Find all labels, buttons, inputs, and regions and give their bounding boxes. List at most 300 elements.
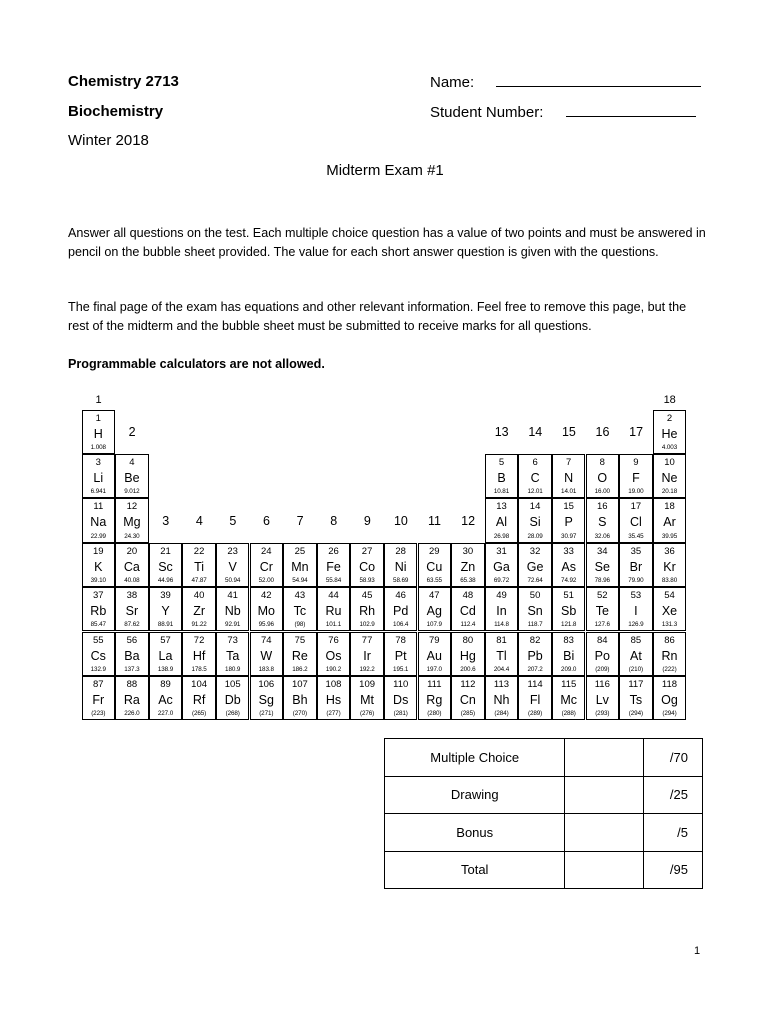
element-symbol: As [561,559,576,574]
atomic-mass: (276) [359,710,375,718]
atomic-number: 18 [664,501,675,513]
element-symbol: Ni [394,559,407,574]
atomic-number: 113 [493,678,510,690]
atomic-number: 28 [395,545,406,557]
atomic-number: 80 [462,634,474,646]
atomic-number: 51 [563,590,574,602]
score-blank[interactable] [565,776,644,814]
element-cell-te [586,587,620,631]
element-cell-tl [485,632,519,676]
atomic-mass: 72.64 [527,577,543,585]
atomic-number: 6 [532,456,538,468]
atomic-number: 107 [291,678,308,690]
atomic-mass: 32.06 [594,532,610,540]
element-symbol: Mc [560,692,578,707]
element-cell-k [82,543,116,587]
element-cell-s [586,498,620,542]
atomic-mass: 121.8 [561,621,577,629]
element-cell-sr [115,587,149,631]
element-symbol: I [634,604,638,619]
element-symbol: Pb [527,648,543,663]
atomic-mass: 24.30 [124,532,140,540]
atomic-mass: 132.9 [90,665,106,673]
element-symbol: Au [426,648,442,663]
element-cell-db [216,676,250,720]
element-cell-ta [216,632,250,676]
score-blank[interactable] [565,851,644,889]
element-cell-sc [149,543,183,587]
atomic-mass: (210) [628,665,643,673]
atomic-mass: 40.08 [124,577,140,585]
atomic-number: 1 [95,412,101,424]
group-label: 7 [296,513,304,528]
element-cell-fe [317,543,351,587]
element-cell-ir [350,632,384,676]
atomic-mass: (209) [595,665,610,673]
element-symbol: P [564,515,573,530]
element-symbol: Fe [326,559,341,574]
element-cell-li [82,454,116,498]
atomic-number: 10 [664,456,675,468]
atomic-number: 52 [597,590,608,602]
atomic-number: 5 [498,456,505,468]
atomic-number: 89 [160,678,171,690]
element-cell-ge [518,543,552,587]
element-cell-fl [518,676,552,720]
atomic-number: 38 [126,590,138,602]
element-symbol: Li [93,470,104,485]
element-cell-b [485,454,519,498]
element-symbol: Rn [661,648,678,663]
element-cell-cl [619,498,653,542]
atomic-mass: 87.62 [124,621,140,629]
score-row [385,776,703,814]
element-cell-p [552,498,586,542]
element-symbol: Sr [125,604,139,619]
element-symbol: N [564,470,574,485]
atomic-number: 57 [160,634,171,646]
element-cell-hs [317,676,351,720]
atomic-number: 45 [361,590,373,602]
atomic-mass: 65.38 [460,577,476,585]
atomic-number: 56 [126,634,138,646]
atomic-mass: 78.96 [594,577,610,585]
element-symbol: Ac [158,692,173,707]
group-label: 13 [494,425,509,439]
element-symbol: La [158,648,173,663]
element-cell-rb [82,587,116,631]
atomic-number: 88 [126,678,138,690]
element-cell-og [653,676,687,720]
element-cell-rn [653,632,687,676]
element-symbol: Co [359,559,376,574]
atomic-mass: 192.2 [359,665,375,673]
atomic-number: 49 [496,590,507,602]
group-label: 14 [528,425,543,439]
atomic-mass: 35.45 [628,532,644,540]
element-symbol: C [530,470,540,485]
score-row [385,814,703,852]
atomic-number: 77 [361,634,373,646]
element-symbol: Mt [360,692,375,707]
group-label: 18 [663,394,676,406]
atomic-number: 106 [258,678,275,690]
atomic-number: 14 [529,501,541,513]
element-symbol: Ne [661,470,678,485]
atomic-number: 2 [666,412,673,424]
score-row [385,739,703,777]
element-cell-sg [250,676,284,720]
atomic-number: 26 [328,545,339,557]
element-symbol: W [260,648,273,663]
atomic-number: 117 [628,678,644,690]
element-symbol: Ru [325,604,342,619]
student-number-blank[interactable] [566,103,696,117]
atomic-number: 87 [93,678,104,690]
atomic-number: 8 [599,456,605,468]
group-label: 5 [229,513,237,528]
element-cell-ra [115,676,149,720]
atomic-mass: 180.9 [225,665,241,673]
score-total: /5 [644,814,703,852]
course-title: Chemistry 2713 [68,73,179,90]
atomic-number: 25 [294,545,306,557]
atomic-mass: 1.008 [90,443,106,451]
element-symbol: Kr [663,559,676,574]
element-symbol: Og [661,692,678,707]
atomic-mass: 88.91 [157,621,174,629]
element-cell-pt [384,632,418,676]
element-cell-mo [250,587,284,631]
element-cell-o [586,454,620,498]
score-blank[interactable] [565,814,644,852]
atomic-number: 74 [261,634,272,646]
calculator-note: Programmable calculators are not allowed. [68,357,325,371]
element-cell-i [619,587,653,631]
atomic-mass: 28.09 [527,532,543,540]
element-symbol: S [598,515,607,530]
score-label: Bonus [385,814,565,852]
atomic-number: 32 [529,545,541,557]
element-symbol: Cd [459,604,476,619]
atomic-number: 31 [496,545,507,557]
element-cell-hf [182,632,216,676]
element-cell-au [418,632,452,676]
atomic-mass: 118.7 [527,621,543,629]
atomic-number: 42 [261,590,272,602]
atomic-number: 79 [429,634,440,646]
atomic-number: 12 [126,501,138,513]
atomic-mass: 195.1 [393,665,409,673]
atomic-number: 43 [294,590,306,602]
element-symbol: Be [124,470,140,485]
periodic-table [82,394,702,720]
element-symbol: Si [529,515,541,530]
atomic-mass: 178.5 [191,665,207,673]
atomic-number: 29 [429,545,440,557]
exam-title: Midterm Exam #1 [326,162,444,179]
atomic-number: 17 [630,501,642,513]
atomic-mass: (289) [527,710,543,718]
element-cell-pd [384,587,418,631]
element-symbol: Zr [193,604,205,619]
instructions-paragraph-2: The final page of the exam has equations and other relevant information. Feel free to remove this page, but the rest of the midterm and the bubble sheet must be submitted to receive marks for all questions. [68,300,687,333]
atomic-mass: 114.8 [494,621,509,629]
element-symbol: In [496,604,507,619]
atomic-number: 54 [664,590,675,602]
atomic-mass: 79.90 [628,577,644,585]
atomic-mass: 226.0 [124,710,140,718]
element-cell-he [653,410,687,454]
atomic-mass: 126.9 [628,621,644,629]
element-symbol: He [661,426,678,441]
element-symbol: Y [161,604,170,619]
element-cell-xe [653,587,687,631]
element-cell-at [619,632,653,676]
element-symbol: Tc [293,604,307,619]
student-number-label: Student Number: [430,104,544,121]
element-symbol: Nb [224,604,241,619]
atomic-number: 33 [563,545,574,557]
atomic-mass: 6.941 [90,488,106,496]
group-label: 15 [561,425,576,439]
atomic-mass: 44.96 [157,577,174,585]
atomic-number: 37 [93,590,104,602]
atomic-number: 86 [664,634,675,646]
atomic-number: 7 [566,456,572,468]
element-symbol: Mg [123,515,141,530]
element-symbol: Se [594,559,610,574]
atomic-mass: 54.94 [292,577,308,585]
element-symbol: Bh [292,692,308,707]
element-symbol: At [629,648,642,663]
element-symbol: Fr [92,692,105,707]
element-symbol: Sc [158,559,173,574]
atomic-mass: (294) [628,710,643,718]
element-cell-n [552,454,586,498]
element-cell-br [619,543,653,587]
element-symbol: Pt [394,648,407,663]
element-symbol: Ge [526,559,544,574]
atomic-number: 83 [563,634,574,646]
element-symbol: Pd [393,604,409,619]
group-label: 2 [128,425,136,439]
element-symbol: Ag [426,604,442,619]
element-cell-nh [485,676,519,720]
atomic-mass: 22.99 [90,532,106,540]
atomic-mass: 207.2 [527,665,543,673]
atomic-mass: 138.9 [157,665,174,673]
atomic-mass: 197.0 [426,665,442,673]
atomic-number: 72 [193,634,205,646]
atomic-number: 105 [224,678,241,690]
student-number-field[interactable] [430,103,696,121]
element-cell-rf [182,676,216,720]
atomic-mass: (277) [326,710,341,718]
atomic-mass: 19.00 [628,488,644,496]
atomic-number: 23 [227,545,238,557]
element-symbol: Db [224,692,241,707]
element-symbol: Cs [90,648,106,663]
element-symbol: Ds [393,692,409,707]
element-cell-ds [384,676,418,720]
atomic-number: 82 [529,634,541,646]
atomic-number: 19 [93,545,104,557]
element-symbol: V [228,559,237,574]
element-symbol: Sg [258,692,274,707]
element-symbol: Br [629,559,643,574]
term-label: Winter 2018 [68,132,149,149]
atomic-mass: 47.87 [191,577,207,585]
element-symbol: Ba [124,648,140,663]
element-cell-na [82,498,116,542]
element-cell-rh [350,587,384,631]
group-label: 1 [95,394,102,406]
element-cell-re [283,632,317,676]
element-cell-ca [115,543,149,587]
element-symbol: Ta [226,648,240,663]
element-symbol: Ra [123,692,140,707]
atomic-mass: 10.81 [493,488,510,496]
atomic-mass: 137.3 [124,665,140,673]
atomic-number: 46 [395,590,406,602]
element-cell-cu [418,543,452,587]
element-symbol: Re [291,648,308,663]
element-cell-as [552,543,586,587]
group-label: 3 [162,513,170,528]
element-cell-cs [82,632,116,676]
atomic-mass: 9.012 [124,488,140,496]
element-cell-h [82,410,116,454]
element-symbol: Ca [123,559,140,574]
element-symbol: F [632,470,640,485]
atomic-number: 111 [427,678,442,690]
atomic-mass: 112.4 [460,621,476,629]
name-blank[interactable] [496,73,701,87]
element-cell-la [149,632,183,676]
element-cell-ac [149,676,183,720]
atomic-number: 78 [395,634,406,646]
atomic-mass: 92.91 [225,621,241,629]
element-symbol: B [497,470,506,485]
atomic-mass: 186.2 [292,665,308,673]
atomic-mass: 63.55 [426,577,442,585]
atomic-number: 104 [191,678,208,690]
element-cell-mn [283,543,317,587]
element-symbol: Te [595,604,609,619]
element-symbol: H [93,426,103,441]
element-cell-ar [653,498,687,542]
group-label: 16 [595,425,610,439]
atomic-number: 109 [359,678,376,690]
element-cell-mg [115,498,149,542]
atomic-number: 27 [361,545,373,557]
atomic-number: 47 [429,590,440,602]
atomic-number: 73 [227,634,238,646]
instructions-paragraph-1: Answer all questions on the test. Each multiple choice question has a value of two points and must be answered in pencil on the bubble sheet provided. The value for each short answer question is given with the questions. [68,226,706,259]
atomic-number: 112 [460,678,476,690]
atomic-number: 35 [630,545,642,557]
course-subject: Biochemistry [68,103,164,120]
atomic-mass: 209.0 [561,665,577,673]
element-symbol: Cn [459,692,476,707]
atomic-number: 39 [160,590,171,602]
atomic-number: 75 [294,634,306,646]
element-symbol: Sn [527,604,543,619]
atomic-mass: (271) [259,710,274,718]
atomic-number: 81 [496,634,507,646]
element-cell-tc [283,587,317,631]
atomic-mass: 95.96 [258,621,274,629]
atomic-mass: 131.3 [661,621,678,629]
element-symbol: Bi [563,648,575,663]
atomic-number: 21 [160,545,171,557]
element-cell-kr [653,543,687,587]
element-symbol: Hs [325,692,342,707]
atomic-number: 110 [393,678,409,690]
element-cell-sb [552,587,586,631]
element-cell-ts [619,676,653,720]
atomic-number: 118 [661,678,678,690]
atomic-mass: 101.1 [325,621,342,629]
atomic-mass: (223) [91,710,106,718]
atomic-mass: 102.9 [359,621,375,629]
element-cell-zr [182,587,216,631]
element-cell-os [317,632,351,676]
element-symbol: Rh [359,604,376,619]
atomic-number: 84 [597,634,608,646]
atomic-number: 11 [93,501,104,513]
score-blank[interactable] [565,739,644,777]
element-symbol: Hf [192,648,206,663]
element-cell-se [586,543,620,587]
atomic-mass: 52.00 [258,577,274,585]
element-cell-si [518,498,552,542]
atomic-mass: 106.4 [393,621,409,629]
atomic-number: 114 [527,678,543,690]
atomic-number: 41 [227,590,238,602]
atomic-number: 44 [328,590,339,602]
element-symbol: Al [495,515,508,530]
element-cell-pb [518,632,552,676]
element-symbol: Po [594,648,610,663]
element-symbol: Hg [459,648,476,663]
atomic-mass: 200.6 [460,665,476,673]
atomic-mass: (281) [393,710,408,718]
element-cell-ga [485,543,519,587]
atomic-mass: 85.47 [90,621,106,629]
element-symbol: Rf [192,692,206,707]
atomic-number: 48 [462,590,474,602]
atomic-number: 16 [597,501,608,513]
score-total: /95 [644,851,703,889]
atomic-mass: (270) [292,710,307,718]
atomic-mass: 91.22 [191,621,207,629]
atomic-number: 15 [563,501,574,513]
element-cell-fr [82,676,116,720]
page-number: 1 [694,945,701,957]
element-symbol: Lv [595,692,609,707]
element-symbol: Rg [426,692,443,707]
element-cell-w [250,632,284,676]
element-cell-mc [552,676,586,720]
name-field[interactable] [430,73,701,91]
element-symbol: Ir [363,648,371,663]
element-cell-rg [418,676,452,720]
atomic-number: 55 [93,634,104,646]
element-cell-co [350,543,384,587]
atomic-number: 4 [129,456,135,468]
